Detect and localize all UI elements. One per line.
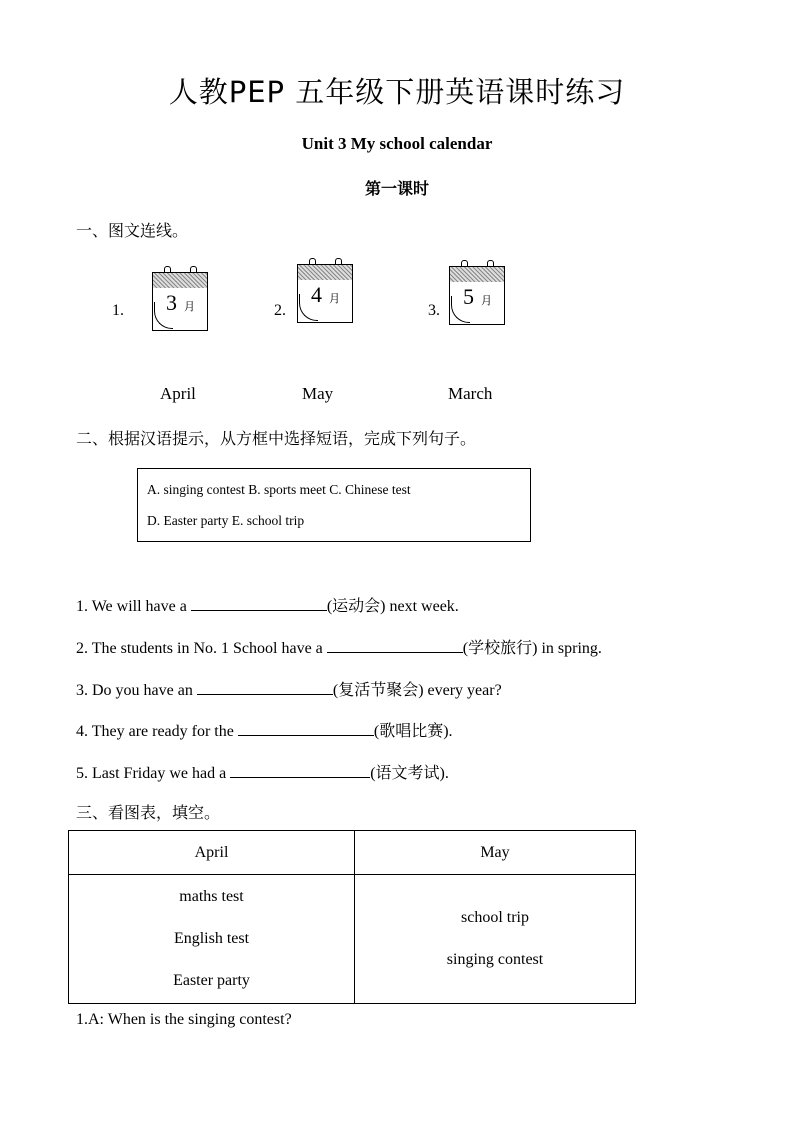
unit-title: Unit 3 My school calendar [301,134,493,153]
match-word: April [160,384,196,403]
may-cell [355,875,636,1004]
answer-blank[interactable] [230,763,370,778]
april-event: English test [173,930,250,947]
match-word: March [448,384,493,403]
sentence-hint: (语文考试). [370,765,449,782]
item-number: 3. [428,302,440,319]
sentence-hint: (学校旅行) in spring. [462,640,602,657]
fill-sentence [76,593,459,616]
calendar-month-char: 月 [481,294,492,307]
calendar-month-char: 月 [329,292,340,305]
calendar-month-number: 3 [166,290,177,315]
answer-blank[interactable] [238,721,374,736]
phrase-box [137,468,531,542]
calendar-month-char: 月 [184,300,195,313]
schedule-table [68,830,636,1004]
fill-sentence [76,635,602,658]
april-event: Easter party [173,972,250,989]
calendar-month-number: 5 [463,284,474,309]
lesson-title: 第一课时 [364,179,429,198]
calendar-icon [152,266,208,332]
match-word: May [302,384,334,403]
may-event: singing contest [446,951,544,968]
answer-blank[interactable] [197,680,333,695]
item-number: 1. [112,302,124,319]
calendar-month-number: 4 [311,282,322,307]
section2-heading: 二、根据汉语提示，从方框中选择短语，完成下列句子。 [76,429,477,448]
sentence-text: 2. The students in No. 1 School have a [76,640,327,657]
fill-sentence [76,718,453,741]
calendar-icon [297,258,353,324]
section1-heading: 一、图文连线。 [76,221,189,240]
calendar-icon [449,260,505,326]
sentence-text: 4. They are ready for the [76,723,238,740]
answer-blank[interactable] [191,596,327,611]
table-header-may: May [355,831,636,875]
table-row [69,875,636,1004]
sentence-hint: (复活节聚会) every year? [332,682,502,699]
sentence-text: 3. Do you have an [76,682,197,699]
phrase-box-line: A. singing contest B. sports meet C. Chinese test [147,482,411,497]
sentence-hint: (歌唱比赛). [373,723,453,740]
phrase-box-line: D. Easter party E. school trip [147,513,305,528]
item-number: 2. [274,302,286,319]
april-cell [69,875,355,1004]
table-header-april: April [69,831,355,875]
fill-sentence [76,677,502,700]
may-event: school trip [461,909,529,926]
sentence-text: 5. Last Friday we had a [76,765,231,782]
fill-sentence [76,760,449,783]
page-title: 人教PEP 五年级下册英语课时练习 [168,75,626,109]
table-header-row [69,831,636,875]
sentence-hint: (运动会) next week. [326,598,459,615]
april-event: maths test [179,888,244,905]
answer-blank[interactable] [327,638,463,653]
sentence-text: 1. We will have a [76,598,191,615]
section3-heading: 三、看图表，填空。 [76,803,221,822]
question-text: 1.A: When is the singing contest? [76,1011,292,1028]
